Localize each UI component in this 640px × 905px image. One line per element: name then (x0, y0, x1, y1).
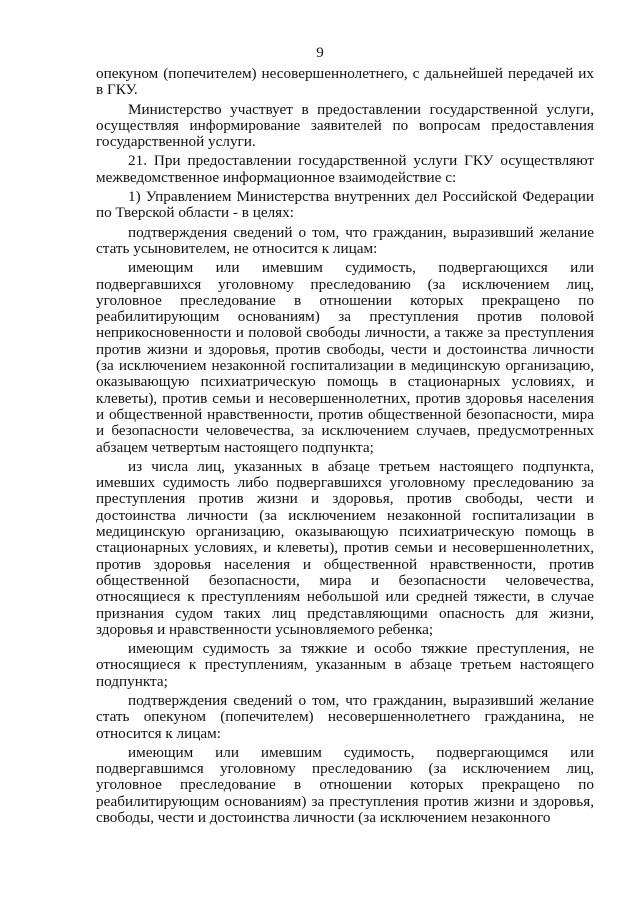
paragraph-7: из числа лиц, указанных в абзаце третьем настоящего подпункта, имевших судимость либо подвергавшихся уголовному преследованию за преступления против жизни и здоровья, против свободы, чести и достоинства личности (за исключением незаконной госпитализации в медицинскую организацию, оказывающую психиатрическую помощь в стационарных условиях, и клеветы), против семьи и несовершеннолетних, против здоровья населения и общественной нравственности, против общественной безопасности, мира и безопасности человечества, относящиеся к преступлениям небольшой или средней тяжести, в случае признания судом таких лиц представляющими опасность для жизни, здоровья и нравственности усыновляемого ребенка; (96, 457, 594, 638)
paragraph-8: имеющим судимость за тяжкие и особо тяжкие преступления, не относящиеся к преступлениям, указанным в абзаце третьем настоящего подпункта; (96, 640, 594, 690)
paragraph-3: 21. При предоставлении государственной услуги ГКУ осуществляют межведомственное информационное взаимодействие с: (96, 152, 594, 186)
paragraph-6: имеющим или имевшим судимость, подвергающихся или подвергавшихся уголовному преследованию (за исключением лиц, уголовное преследование в отношении которых прекращено по реабилитирующим основаниям) за преступления против половой неприкосновенности и половой свободы личности, а также за преступления против жизни и здоровья, против свободы, чести и достоинства личности (за исключением незаконной госпитализации в медицинскую организацию, оказывающую психиатрическую помощь в стационарных условиях, и клеветы), против семьи и несовершеннолетних, против здоровья населения и общественной нравственности, против общественной безопасности, мира и безопасности человечества, за исключением случаев, предусмотренных абзацем четвертым настоящего подпункта; (96, 259, 594, 456)
document-body (96, 66, 594, 829)
paragraph-1: опекуном (попечителем) несовершеннолетнего, с дальнейшей передачей их в ГКУ. (96, 65, 594, 99)
page-number: 9 (316, 45, 324, 61)
paragraph-9: подтверждения сведений о том, что гражданин, выразивший желание стать опекуном (попечителем) несовершеннолетнего гражданина, не относится к лицам: (96, 691, 594, 742)
paragraph-2: Министерство участвует в предоставлении государственной услуги, осуществляя информирование заявителей по вопросам предоставления государственной услуги. (96, 100, 594, 151)
paragraph-5: подтверждения сведений о том, что гражданин, выразивший желание стать усыновителем, не относится к лицам: (96, 223, 594, 257)
paragraph-4: 1) Управлением Министерства внутренних дел Российской Федерации по Тверской области - в целях: (96, 188, 594, 222)
paragraph-10: имеющим или имевшим судимость, подвергающимся или подвергавшимся уголовному преследованию (за исключением лиц, уголовное преследование в отношении которых прекращено по реабилитирующим основаниям) за преступления против жизни и здоровья, свободы, чести и достоинства личности (за исключением незаконного (96, 743, 594, 827)
